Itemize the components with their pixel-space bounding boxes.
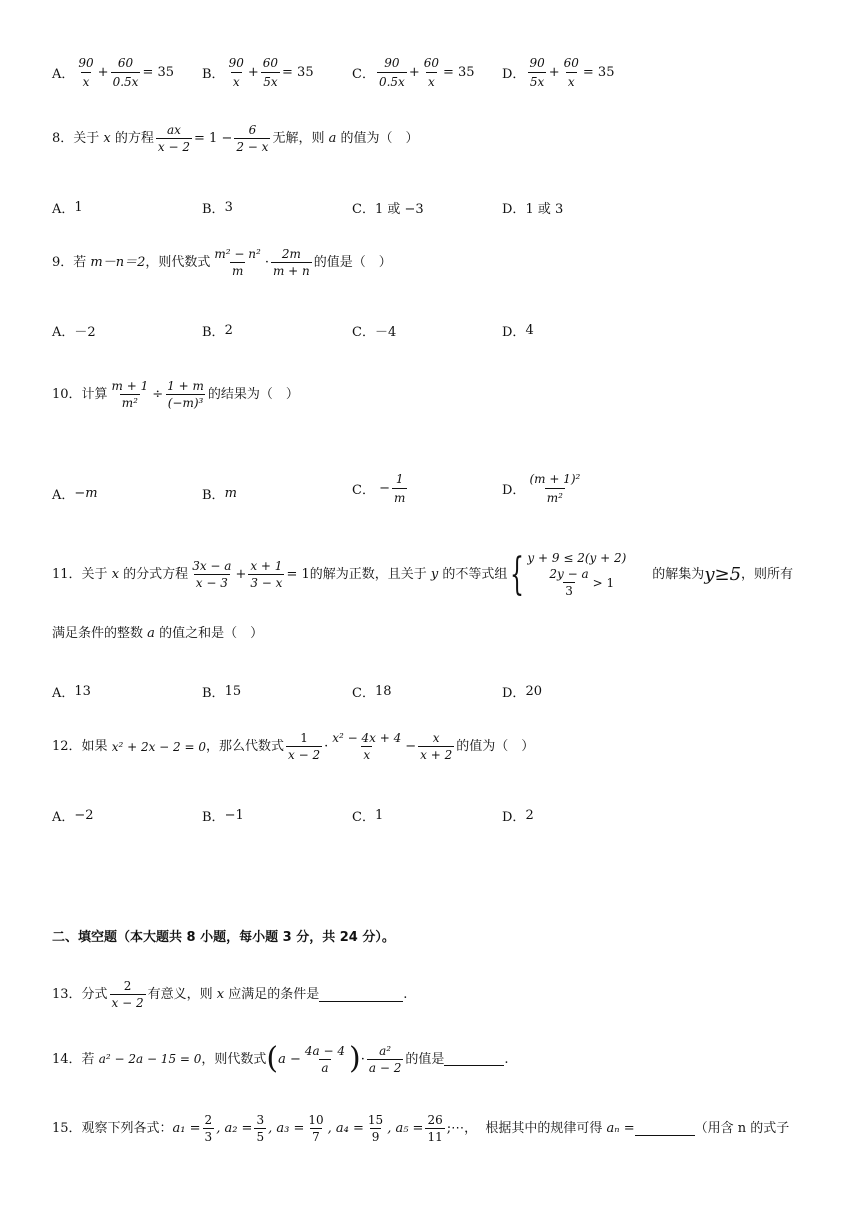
section-title: 二、填空题（本大题共 8 小题，每小题 3 分，共 24 分）。 [52, 930, 395, 945]
q15-answer-blank[interactable] [635, 1122, 695, 1136]
q8-option-c: C． 1 或 −3 [352, 202, 424, 217]
q11-option-b: B． 15 [202, 684, 242, 701]
q9-option-a: A． －2 [52, 325, 96, 340]
question-10: 10．计算 $\frac{m + 1}{\text{m²}}$ ÷ $\frac{1 + m}{\text{(−m)³}}$ 的结果为（ ） [52, 379, 299, 410]
q13-answer-blank[interactable] [319, 988, 403, 1002]
q9-option-b: B． 2 [202, 323, 233, 340]
q12-option-c: C． 1 [352, 808, 384, 825]
q10-option-a: A． −m [52, 486, 98, 503]
q10-option-c: C． − $\frac{1}{m}$ [352, 472, 406, 505]
q7-option-d: D． $\frac{90}{5x}$ + $\frac{60}{x}$ = 35 [502, 56, 615, 89]
q8-option-d: D． 1 或 3 [502, 202, 564, 217]
question-9: 9．若 m－n＝2 ，则代数式 $\frac{\text{m² − n²}}{m}$ · $\frac{2m}{m + n}$ 的值是（ ） [52, 247, 392, 278]
q12-option-d: D． 2 [502, 808, 534, 825]
q8-option-a: A． 1 [52, 200, 83, 217]
q11-option-a: A． 13 [52, 684, 91, 701]
brace-icon: { [510, 548, 525, 600]
q7-option-b: B． $\frac{90}{x}$ + $\frac{60}{5x}$ = 35 [202, 56, 314, 89]
q11-option-c: C． 18 [352, 684, 392, 701]
question-11-line-2: 满足条件的整数 a 的值之和是（ ） [52, 626, 264, 641]
question-12: 12．如果 x² + 2x − 2 = 0 ，那么代数式 $\frac{1}{x - 2}$ · $\frac{\text{x² − 4x + 4}}{x}$ − $\frac{x}{x + 2}$ 的值为（ ） [52, 731, 535, 762]
q10-option-b: B． m [202, 486, 237, 503]
inequality-system: y + 9 ≤ 2(y + 2) $\frac{2y - a}{3}$ > 1 [527, 551, 627, 598]
q9-option-d: D． 4 [502, 323, 534, 340]
question-14: 14．若 a² − 2a − 15 = 0 ，则代数式 ( a − $\frac{4a - 4}{a}$ ) · $\frac{\text{a²}}{a - 2}$ 的值是 . [52, 1041, 509, 1076]
q8-option-b: B． 3 [202, 200, 233, 217]
q12-option-b: B． −1 [202, 808, 244, 825]
q10-option-d: D． $\frac{\text{(m + 1)²}}{\text{m²}}$ [502, 472, 581, 505]
q7-option-c: C． $\frac{90}{0.5x}$ + $\frac{60}{x}$ = 35 [352, 56, 475, 89]
q14-answer-blank[interactable] [444, 1052, 504, 1066]
q12-option-a: A． −2 [52, 808, 94, 825]
q11-option-d: D． 20 [502, 684, 542, 701]
q9-option-c: C． －4 [352, 325, 397, 340]
question-15: 15．观察下列各式： a₁ = $\frac{2}{3}$ , a₂ = $\frac{3}{5}$ , a₃ = $\frac{10}{7}$ , a₄ = $\frac{15}{9}$ , a₅ = $\frac{26}{11}$ ;⋯， 根据其中的规律可得 aₙ = （用含 n 的式子 [52, 1113, 790, 1144]
question-11: 11．关于 x 的分式方程 $\frac{3x - a}{x - 3}$ + $\frac{x + 1}{3 - x}$ = 1 的解为正数，且关于 y 的不等式组 { y + 9 ≤ 2(y + 2) $\frac{2y - a}{3}$ > 1 的解集为 y≥5 ，则所有 [52, 548, 794, 600]
question-8: 8．关于 x 的方程 $\frac{ax}{x - 2}$ = 1 − $\frac{6}{2 - x}$ 无解，则 a 的值为（ ） [52, 123, 419, 154]
q7-option-a: A． $\frac{90}{x}$ + $\frac{60}{0.5x}$ = 35 [52, 56, 175, 89]
question-13: 13．分式 $\frac{2}{x - 2}$ 有意义，则 x 应满足的条件是 . [52, 979, 408, 1010]
